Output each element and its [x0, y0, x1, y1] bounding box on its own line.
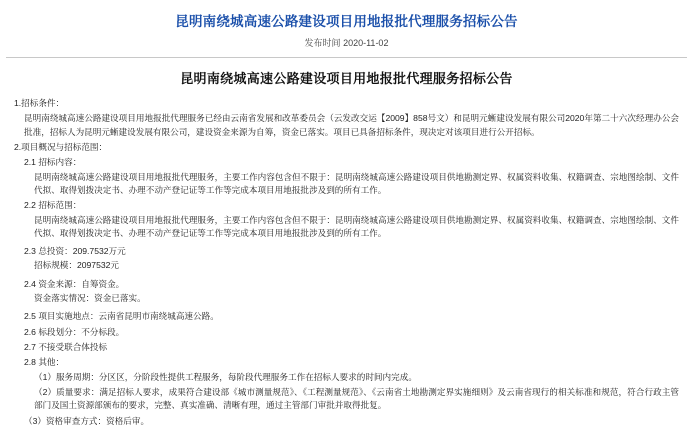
- paragraph-2-3-investment: 2.3 总投资：209.7532万元: [24, 246, 126, 257]
- paragraph-scope-heading: 2.项目概况与招标范围：: [14, 141, 108, 152]
- page-header-title: 昆明南绕城高速公路建设项目用地报批代理服务招标公告: [175, 14, 518, 29]
- paragraph-2-4-funding-status: 资金落实情况：资金已落实。: [34, 293, 146, 304]
- publish-time-label: 发布时间: [304, 38, 341, 48]
- publish-time-value: 2020-11-02: [343, 38, 389, 48]
- paragraph-2-8-1-duration: （1）服务周期：分区区，分阶段性提供工程服务，每阶段代理服务工作在招标人要求的时间内完成。: [34, 371, 417, 382]
- paragraph-2-3-scale: 招标规模：2097532元: [34, 260, 120, 271]
- paragraph-2-4-funding: 2.4 资金来源：自筹资金。: [24, 278, 125, 289]
- document-body: [0, 68, 693, 428]
- header-divider: [6, 57, 687, 58]
- paragraph-condition-body: 昆明南绕城高速公路建设项目用地报批代理服务已经由云南省发展和改革委员会（云发改交运【2009】858号文）和昆明元蜥建设发展有限公司2020年第二十六次经理办公会批准，招标人为昆明元蜥建设发展有限公司，建设资金来源为自筹，资金已落实。项目已具备招标条件，现决定对该项目进行公开招标。: [24, 113, 679, 137]
- paragraph-2-7-consortium: 2.7 不接受联合体投标: [24, 342, 108, 352]
- paragraph-2-1-heading: 2.1 招标内容：: [24, 157, 82, 168]
- paragraph-condition-heading: 1.招标条件：: [14, 98, 65, 108]
- paragraph-2-2-heading: 2.2 招标范围：: [24, 200, 82, 211]
- paragraph-2-8-3-qualification: （3）资格审查方式：资格后审。: [24, 415, 150, 426]
- paragraph-2-6-sections: 2.6 标段划分：不分标段。: [24, 326, 125, 337]
- paragraph-2-1-body: 昆明南绕城高速公路建设项目用地报批代理服务，主要工作内容包含但不限于：昆明南绕城高速公路建设项目供地勘测定界、权属资料收集、权籍调查、宗地图绘制、文件代拟、取得划拨决定书、办理不动产登记证等工作等完成本项目用地报批涉及到的所有工作。: [34, 171, 679, 195]
- paragraph-2-2-body: 昆明南绕城高速公路建设项目用地报批代理服务，主要工作内容包含但不限于：昆明南绕城高速公路建设项目供地勘测定界、权属资料收集、权籍调查、宗地图绘制、文件代拟、取得划拨决定书、办理不动产登记证等工作等完成本项目用地报批涉及到的所有工作。: [34, 214, 679, 238]
- publish-time: [0, 30, 693, 55]
- paragraph-2-8-other: 2.8 其他：: [24, 357, 65, 368]
- paragraph-2-8-2-quality: （2）质量要求：满足招标人要求，成果符合建设部《城市测量规范》、《工程测量规范》、《云南省土地勘测定界实施细则》及云南省现行的相关标准和规范，符合行政主管部门及国土资源部颁布的要求，完整、真实准确、清晰有理，通过主管部门审批并取得批复。: [34, 386, 679, 411]
- document-title: 昆明南绕城高速公路建设项目用地报批代理服务招标公告: [180, 71, 513, 86]
- paragraph-2-5-location: 2.5 项目实施地点：云南省昆明市南绕城高速公路。: [24, 311, 219, 322]
